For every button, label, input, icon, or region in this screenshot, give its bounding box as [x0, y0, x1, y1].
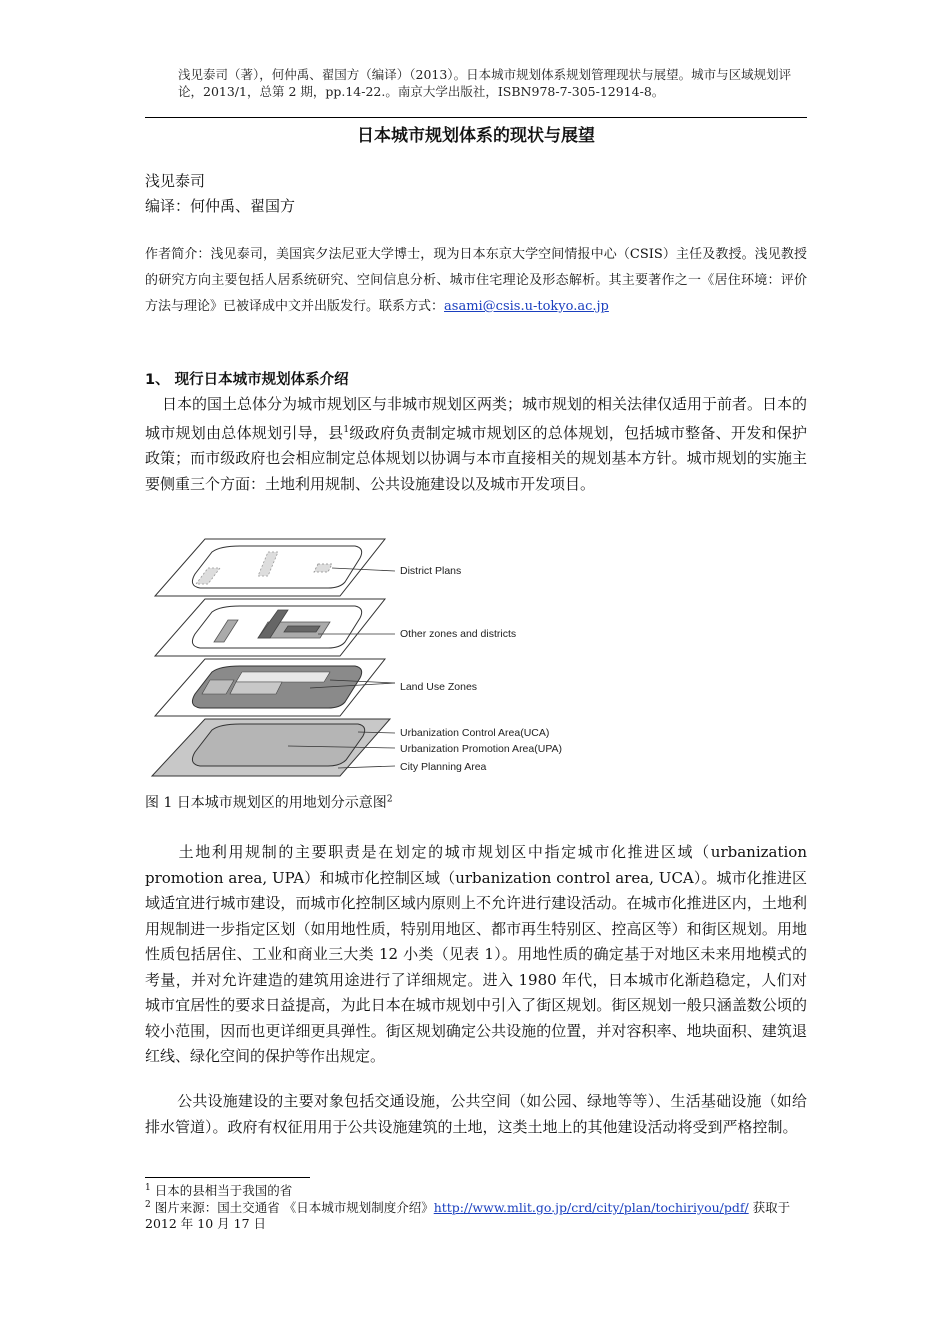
label-district-plans: District Plans [400, 565, 462, 577]
citation: 浅见泰司（著），何仲禹、翟国方（编译）（2013）。日本城市规划体系规划管理现状与展望。城市与区域规划评论，2013/1，总第 2 期，pp.14-22.。南京大学出版社，ISBN978-7-305-12914-8。 [178, 67, 792, 99]
header-rule [145, 117, 807, 118]
paragraph-2 [145, 840, 807, 1070]
footnote-2-number: 2 [145, 1200, 151, 1210]
layer-district-plans [155, 539, 395, 596]
caption-text: 图 1 日本城市规划区的用地划分示意图 [145, 795, 387, 811]
translator: 编译：何仲禹、翟国方 [145, 197, 296, 215]
para2-text: 土地利用规制的主要职责是在划定的城市规划区中指定城市化推进区域（urbanization promotion area, UPA）和城市化控制区域（urbanization control area, UCA）。城市化推进区域适宜进行城市建设，而城市化控制区域内原则上不允许进行建设活动。在城市化推进区内，土地利用规制进一步指定区划（如用地性质，特别用地区、都市再生特别区、控高区等）和街区规划。用地性质包括居住、工业和商业三大类 12 小类（见表 1）。用地性质的确定基于对地区未来用地模式的考量，并对允许建造的建筑用途进行了详细规定。进入 1980 年代，日本城市化渐趋稳定，人们对城市宜居性的要求日益提高，为此日本在城市规划中引入了街区规划。街区规划一般只涵盖数公顷的较小范围，因而也更详细更具弹性。街区规划确定公共设施的位置，并对容积率、地块面积、建筑退红线、绿化空间的保护等作出规定。 [145, 843, 807, 1065]
section-heading: 1、 现行日本城市规划体系介绍 [145, 372, 349, 388]
figure-caption [145, 792, 393, 812]
paragraph-3 [145, 1089, 807, 1140]
footnote-2-tail: 获取于 2012 年 10 月 17 日 [145, 1200, 791, 1232]
footnote-2-text: 图片来源：国土交通省 《日本城市规划制度介绍》 [154, 1200, 434, 1216]
label-city-planning-area: City Planning Area [400, 761, 487, 773]
footnote-ref-1[interactable]: 1 [343, 424, 350, 435]
page-title: 日本城市规划体系的现状与展望 [357, 126, 595, 146]
author: 浅见泰司 [145, 172, 206, 190]
para3-text: 公共设施建设的主要对象包括交通设施，公共空间（如公园、绿地等等）、生活基础设施（如给排水管道）。政府有权征用用于公共设施建筑的土地，这类土地上的其他建设活动将受到严格控制。 [145, 1092, 807, 1136]
layer-other-zones [155, 599, 395, 656]
footnote-rule [145, 1177, 310, 1178]
label-land-use-zones: Land Use Zones [400, 681, 478, 693]
paragraph-1 [145, 392, 807, 497]
label-uca: Urbanization Control Area(UCA) [400, 727, 550, 739]
author-bio [145, 242, 807, 320]
email-link[interactable]: asami@csis.u-tokyo.ac.jp [444, 299, 609, 314]
source-link[interactable]: http://www.mlit.go.jp/crd/city/plan/tochiriyou/pdf/ [433, 1200, 749, 1216]
label-upa: Urbanization Promotion Area(UPA) [400, 743, 563, 755]
label-other-zones: Other zones and districts [400, 628, 517, 640]
bio-text: 作者简介：浅见泰司，美国宾夕法尼亚大学博士，现为日本东京大学空间情报中心（CSIS）主任及教授。浅见教授的研究方向主要包括人居系统研究、空间信息分析、城市住宅理论及形态解析。其主要著作之一《居住环境：评价方法与理论》已被译成中文并出版发行。联系方式： [145, 247, 807, 314]
footnote-2 [145, 1197, 807, 1232]
layer-city-planning-area [152, 719, 395, 776]
footnote-1-text: 日本的县相当于我国的省 [154, 1183, 293, 1199]
footnote-ref-2[interactable]: 2 [386, 794, 393, 805]
footnote-1-number: 1 [145, 1183, 151, 1193]
layer-land-use [155, 659, 395, 716]
para1-text-b: 级政府负责制定城市规划区的总体规划，包括城市整备、开发和保护政策；而市级政府也会相应制定总体规划以协调与本市直接相关的规划基本方针。城市规划的实施主要侧重三个方面：土地利用规制、公共设施建设以及城市开发项目。 [145, 423, 807, 493]
para1-text-a: 日本的国土总体分为城市规划区与非城市规划区两类；城市规划的相关法律仅适用于前者。日本的城市规划由总体规划引导，县 [145, 395, 808, 442]
city-planning-diagram [150, 522, 570, 782]
